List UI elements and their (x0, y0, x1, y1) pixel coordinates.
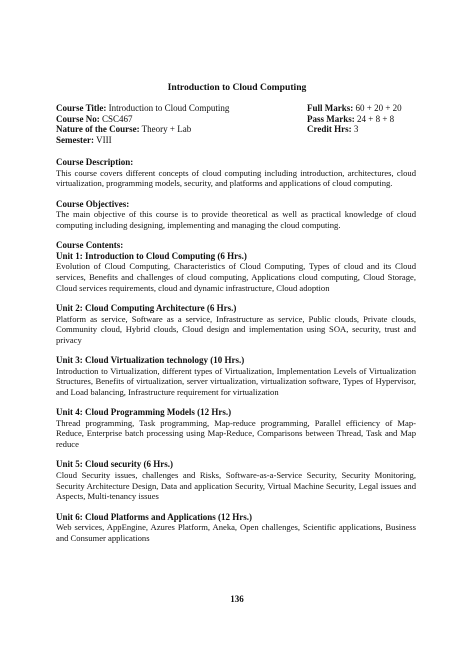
meta-row-nature (56, 124, 426, 135)
unit-text: Thread programming, Task programming, Map-reduce programming, Parallel efficiency of Map-Reduce, Enterprise batch processing using Map-Reduce, Comparisons between Thread, Task and Map reduce (56, 417, 416, 450)
nature-value: Theory + Lab (139, 124, 192, 135)
semester-label: Semester: (56, 134, 94, 145)
course-meta (56, 103, 426, 145)
course-title-value: Introduction to Cloud Computing (106, 103, 230, 113)
meta-row-title (56, 103, 426, 114)
document-title: Introduction to Cloud Computing (167, 82, 307, 93)
full-marks-label: Full Marks: (307, 103, 354, 113)
course-title-label: Course Title: (56, 103, 107, 113)
meta-row-semester (56, 135, 426, 146)
course-contents-section (56, 240, 416, 251)
course-objectives-heading: Course Objectives: (56, 198, 130, 209)
unit-text: Introduction to Virtualization, different types of Virtualization, Implementation Levels of Virtualization Structures, Benefits of virtualization, server virtualization, virtualization software, Types of Hypervisor, and Load balancing, Infrastructure requirement for virtualization (56, 365, 416, 397)
pass-marks-label: Pass Marks: (307, 113, 355, 124)
unit-section (56, 459, 416, 501)
course-contents-heading: Course Contents: (56, 240, 124, 251)
unit-text: Evolution of Cloud Computing, Characteristics of Cloud Computing, Types of cloud and its Cloud services, Benefits and challenges of cloud computing, Applications cloud computing, Cloud Storage, Cloud services requirements, cloud and dynamic infrastructure, Cloud adoption (56, 261, 416, 293)
unit-section (56, 251, 416, 293)
course-objectives-text: The main objective of this course is to provide theoretical as well as practical knowledge of cloud computing including designing, implementing and managing the cloud computing. (56, 209, 416, 230)
document-body (56, 157, 416, 553)
course-description-heading: Course Description: (56, 157, 134, 167)
unit-title: Unit 4: Cloud Programming Models (12 Hrs.) (56, 407, 232, 418)
unit-section (56, 407, 416, 449)
unit-title: Unit 5: Cloud security (6 Hrs.) (56, 459, 173, 470)
credit-hrs-value: 3 (351, 124, 359, 135)
nature-label: Nature of the Course: (56, 124, 140, 135)
unit-section (56, 303, 416, 345)
course-objectives-section (56, 199, 416, 231)
unit-title: Unit 2: Cloud Computing Architecture (6 Hrs.) (56, 302, 237, 313)
unit-section (56, 512, 416, 544)
full-marks-value: 60 + 20 + 20 (353, 103, 402, 113)
course-no-value: CSC467 (99, 113, 133, 124)
page-number: 136 (230, 594, 244, 604)
unit-text: Cloud Security issues, challenges and Risks, Software-as-a-Service Security, Security Monitoring, Security Architecture Design, Data and application Security, Virtual Machine Security, Legal issues and Aspects, Multi-tenancy issues (56, 470, 416, 502)
course-description-text: This course covers different concepts of cloud computing including introduction, architectures, cloud virtualization, programming models, security, and platforms and applications of cloud computing. (56, 167, 416, 189)
course-no-label: Course No: (56, 113, 100, 124)
unit-text: Platform as service, Software as a service, Infrastructure as service, Public clouds, Private clouds, Community cloud, Hybrid clouds, Cloud design and implementation using SOA, security, trust and privacy (56, 313, 416, 345)
unit-title: Unit 3: Cloud Virtualization technology (10 Hrs.) (56, 355, 245, 366)
credit-hrs-label: Credit Hrs: (307, 124, 352, 135)
pass-marks-value: 24 + 8 + 8 (354, 113, 395, 124)
meta-row-number (56, 114, 426, 125)
unit-section (56, 355, 416, 397)
unit-text: Web services, AppEngine, Azures Platform, Aneka, Open challenges, Scientific applications, Business and Consumer applications (56, 522, 416, 543)
course-description-section (56, 157, 416, 189)
semester-value: VIII (93, 134, 112, 145)
unit-title: Unit 1: Introduction to Cloud Computing (6 Hrs.) (56, 250, 247, 261)
unit-title: Unit 6: Cloud Platforms and Applications (12 Hrs.) (56, 511, 253, 522)
